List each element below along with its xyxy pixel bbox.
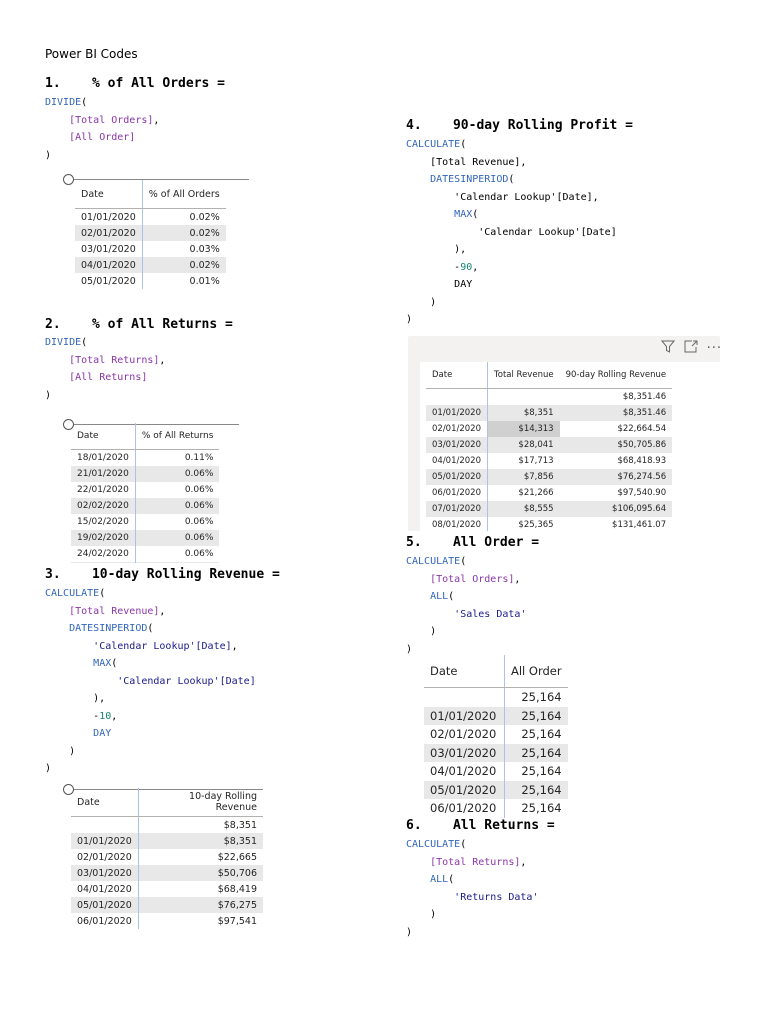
date-cell: 05/01/2020: [426, 469, 488, 485]
value-cell: $68,419: [217, 883, 257, 895]
code-number: 10: [99, 710, 112, 722]
date-cell: 03/01/2020: [424, 744, 505, 763]
table-percent-all-orders: [75, 180, 226, 289]
value-cell: 0.06%: [135, 530, 219, 546]
rolling-cell: $68,418.93: [617, 456, 667, 466]
code-fn: CALCULATE: [406, 139, 461, 150]
revenue-cell: [488, 389, 560, 406]
table-visual-90-day-rolling-revenue[interactable]: [408, 336, 720, 531]
value-cell: $97,541: [217, 915, 257, 927]
column-header[interactable]: Date: [426, 362, 488, 389]
date-cell: 05/01/2020: [75, 273, 142, 289]
value-cell: $76,275: [138, 897, 263, 913]
date-cell: [71, 817, 138, 834]
table-percent-all-returns: [71, 423, 219, 563]
date-cell: 04/01/2020: [426, 453, 488, 469]
table-row[interactable]: [71, 562, 219, 563]
code-fn: CALCULATE: [45, 588, 100, 599]
date-cell: 01/01/2020: [424, 707, 505, 726]
table-row[interactable]: [426, 485, 672, 501]
value-cell: 25,164: [505, 781, 568, 800]
code-keyword: DAY: [454, 279, 473, 290]
table-row[interactable]: [71, 530, 219, 546]
value-cell: 0.03%: [189, 243, 220, 255]
table-row[interactable]: [75, 241, 226, 257]
value-cell: 25,164: [521, 801, 562, 816]
code-arg: [Total Returns]: [69, 354, 160, 366]
table-row[interactable]: [71, 498, 219, 514]
column-header[interactable]: 90-day Rolling Revenue: [560, 362, 673, 389]
value-cell: 0.06%: [135, 498, 219, 514]
date-cell: 06/01/2020: [424, 799, 505, 818]
revenue-cell: $8,555: [488, 501, 560, 517]
column-header[interactable]: Date: [75, 180, 142, 209]
table-row[interactable]: [71, 881, 263, 897]
column-header[interactable]: Total Revenue: [488, 362, 560, 389]
date-cell: 04/01/2020: [71, 881, 138, 897]
table-row[interactable]: [426, 389, 672, 406]
focus-mode-icon[interactable]: [684, 340, 698, 357]
date-cell: 05/01/2020: [71, 897, 138, 913]
value-cell: 25,164: [521, 690, 562, 705]
table-row[interactable]: [75, 209, 226, 226]
value-cell: 0.11%: [184, 453, 214, 463]
date-cell: 24/02/2020: [71, 546, 135, 562]
value-cell: $8,351: [223, 819, 257, 831]
column-header[interactable]: Date: [424, 655, 505, 688]
column-header[interactable]: % of All Returns: [135, 423, 219, 450]
date-cell: 07/01/2020: [426, 501, 488, 517]
revenue-cell: $7,856: [488, 469, 560, 485]
rolling-cell: $50,705.86: [560, 437, 673, 453]
table-10-day-rolling-revenue: [71, 788, 263, 929]
date-cell: 03/01/2020: [71, 865, 138, 881]
revenue-cell: $17,713: [518, 456, 554, 466]
code-fn: ALL: [430, 591, 449, 602]
document-title: Power BI Codes: [45, 47, 138, 61]
value-cell: $22,665: [217, 851, 257, 863]
code-all-order: CALCULATE( [Total Orders], ALL( 'Sales Data' ) ): [406, 556, 527, 655]
table-visual-10-day-rolling-revenue[interactable]: [63, 782, 263, 929]
table-row[interactable]: [426, 405, 672, 421]
code-fn: DIVIDE: [45, 97, 82, 108]
revenue-cell: $21,266: [518, 488, 554, 498]
code-number: 90: [460, 261, 473, 273]
visual-header-icons: [661, 340, 722, 357]
table-row[interactable]: [71, 482, 219, 498]
code-fn: DATESINPERIOD: [430, 174, 509, 185]
code-column: 'Calendar Lookup'[Date]: [117, 675, 256, 687]
code-fn: DATESINPERIOD: [69, 623, 148, 634]
table-row[interactable]: [426, 437, 672, 453]
date-cell: 04/01/2020: [424, 762, 505, 781]
table-row[interactable]: [424, 688, 568, 707]
table-row[interactable]: [75, 257, 226, 273]
table-row[interactable]: [426, 517, 672, 531]
date-cell: 01/01/2020: [75, 209, 142, 226]
revenue-cell: $14,313: [488, 421, 560, 437]
code-fn: MAX: [454, 209, 473, 220]
code-all-returns: CALCULATE( [Total Returns], ALL( 'Returns Data' ) ): [406, 839, 539, 938]
table-row[interactable]: [426, 501, 672, 517]
table-row[interactable]: [71, 849, 263, 865]
heading-percent-all-orders: 1. % of All Orders =: [45, 76, 226, 91]
rolling-cell: $22,664.54: [617, 424, 667, 434]
date-cell: [426, 389, 488, 406]
table-row[interactable]: [71, 466, 219, 482]
date-cell: 15/02/2020: [71, 514, 135, 530]
heading-90-day-rolling-profit: 4. 90-day Rolling Profit =: [406, 118, 633, 133]
rolling-cell: $97,540.90: [617, 488, 667, 498]
table-visual-all-order[interactable]: [424, 655, 574, 819]
revenue-cell: $8,351: [488, 405, 560, 421]
date-cell: 22/01/2020: [71, 482, 135, 498]
date-cell: 06/01/2020: [71, 913, 138, 929]
code-measure: [Total Returns]: [430, 856, 521, 868]
heading-percent-all-returns: 2. % of All Returns =: [45, 317, 233, 332]
code-measure: [Total Revenue]: [430, 156, 521, 168]
value-cell: 25,164: [521, 727, 562, 742]
column-header[interactable]: 10-day Rolling Revenue: [138, 788, 263, 817]
code-table: 'Sales Data': [454, 608, 527, 620]
date-cell: [424, 688, 505, 707]
heading-all-returns: 6. All Returns =: [406, 818, 555, 833]
date-cell: 03/01/2020: [426, 437, 488, 453]
table-visual-percent-all-returns[interactable]: [63, 417, 239, 563]
value-cell: 25,164: [505, 744, 568, 763]
code-percent-all-returns: DIVIDE( [Total Returns], [All Returns] ): [45, 337, 166, 401]
date-cell: 02/01/2020: [75, 225, 142, 241]
table-row[interactable]: [71, 913, 263, 929]
value-cell: 0.01%: [189, 275, 220, 287]
code-fn: CALCULATE: [406, 839, 461, 850]
date-cell: [71, 562, 135, 563]
table-row[interactable]: [424, 725, 568, 744]
resize-handle-icon[interactable]: [63, 174, 74, 185]
table-row[interactable]: [71, 897, 263, 913]
date-cell: 08/01/2020: [426, 517, 488, 531]
table-row[interactable]: [424, 707, 568, 726]
filter-icon[interactable]: [661, 340, 675, 357]
code-90-day-rolling-profit: CALCULATE( [Total Revenue], DATESINPERIOD( 'Calendar Lookup'[Date], MAX( 'Calendar Lookup'[Date] ), -90, DAY ) ): [406, 139, 617, 325]
value-cell: $8,351: [138, 833, 263, 849]
column-header[interactable]: Date: [71, 423, 135, 450]
code-keyword: DAY: [93, 728, 112, 739]
table-row[interactable]: [424, 762, 568, 781]
table-row[interactable]: [426, 421, 672, 437]
date-cell: 21/01/2020: [71, 466, 135, 482]
revenue-cell: $25,365: [518, 520, 554, 530]
table-row[interactable]: [426, 469, 672, 485]
code-column: 'Calendar Lookup'[Date]: [93, 640, 232, 652]
code-measure: [Total Revenue]: [69, 605, 160, 617]
table-row[interactable]: [71, 546, 219, 562]
value-cell: 0.06%: [135, 466, 219, 482]
revenue-cell: $28,041: [488, 437, 560, 453]
rolling-cell: $8,351.46: [622, 392, 667, 402]
table-row[interactable]: [75, 225, 226, 241]
date-cell: 05/01/2020: [424, 781, 505, 800]
value-cell: 0.06%: [184, 485, 214, 495]
code-arg: [Total Orders]: [69, 114, 154, 126]
date-cell: 02/01/2020: [424, 725, 505, 744]
more-options-icon[interactable]: ···: [706, 341, 722, 356]
value-cell: 0.02%: [142, 257, 225, 273]
value-cell: 0.06%: [184, 517, 214, 527]
table-row[interactable]: [424, 799, 568, 818]
date-cell: 01/01/2020: [71, 833, 138, 849]
date-cell: 02/01/2020: [426, 421, 488, 437]
date-cell: 06/01/2020: [426, 485, 488, 501]
date-cell: 19/02/2020: [71, 530, 135, 546]
table-visual-percent-all-orders[interactable]: [63, 172, 249, 302]
date-cell: 02/01/2020: [71, 849, 138, 865]
value-cell: 25,164: [521, 764, 562, 779]
table-row[interactable]: [71, 450, 219, 467]
code-fn: CALCULATE: [406, 556, 461, 567]
code-arg: [All Order]: [69, 132, 136, 143]
table-row[interactable]: [71, 817, 263, 834]
column-header[interactable]: % of All Orders: [142, 180, 225, 209]
date-cell: 03/01/2020: [75, 241, 142, 257]
date-cell: 18/01/2020: [71, 450, 135, 467]
rolling-cell: $131,461.07: [612, 520, 667, 530]
table-90-day-rolling-revenue: [426, 362, 672, 531]
heading-10-day-rolling-revenue: 3. 10-day Rolling Revenue =: [45, 567, 280, 582]
value-cell: 0.02%: [189, 211, 220, 223]
table-viewport[interactable]: [420, 362, 720, 531]
table-row[interactable]: [426, 453, 672, 469]
table-all-order: [424, 655, 568, 818]
value-cell: 25,164: [505, 707, 568, 726]
value-cell: [135, 562, 219, 563]
value-cell: 0.06%: [184, 549, 214, 559]
code-fn: DIVIDE: [45, 337, 82, 348]
column-header[interactable]: All Order: [505, 655, 568, 688]
code-fn: ALL: [430, 874, 449, 885]
code-column: 'Calendar Lookup'[Date]: [454, 191, 593, 203]
date-cell: 04/01/2020: [75, 257, 142, 273]
table-row[interactable]: [75, 273, 226, 289]
table-row[interactable]: [71, 865, 263, 881]
value-cell: 0.02%: [142, 225, 225, 241]
date-cell: 01/01/2020: [426, 405, 488, 421]
code-table: 'Returns Data': [454, 891, 539, 903]
table-row[interactable]: [71, 514, 219, 530]
heading-all-order: 5. All Order =: [406, 535, 540, 550]
date-cell: 02/02/2020: [71, 498, 135, 514]
rolling-cell: $106,095.64: [560, 501, 673, 517]
table-row[interactable]: [424, 744, 568, 763]
column-header[interactable]: Date: [71, 788, 138, 817]
code-arg: [All Returns]: [69, 372, 148, 383]
code-column: 'Calendar Lookup'[Date]: [478, 226, 617, 238]
code-10-day-rolling-revenue: CALCULATE( [Total Revenue], DATESINPERIOD( 'Calendar Lookup'[Date], MAX( 'Calendar Lookup'[Date] ), -10, DAY ) ): [45, 588, 256, 774]
value-cell: $50,706: [138, 865, 263, 881]
code-percent-all-orders: DIVIDE( [Total Orders], [All Order] ): [45, 97, 160, 161]
table-row[interactable]: [71, 833, 263, 849]
table-row[interactable]: [424, 781, 568, 800]
code-measure: [Total Orders]: [430, 573, 515, 585]
rolling-cell: $76,274.56: [560, 469, 673, 485]
rolling-cell: $8,351.46: [560, 405, 673, 421]
code-fn: MAX: [93, 658, 112, 669]
